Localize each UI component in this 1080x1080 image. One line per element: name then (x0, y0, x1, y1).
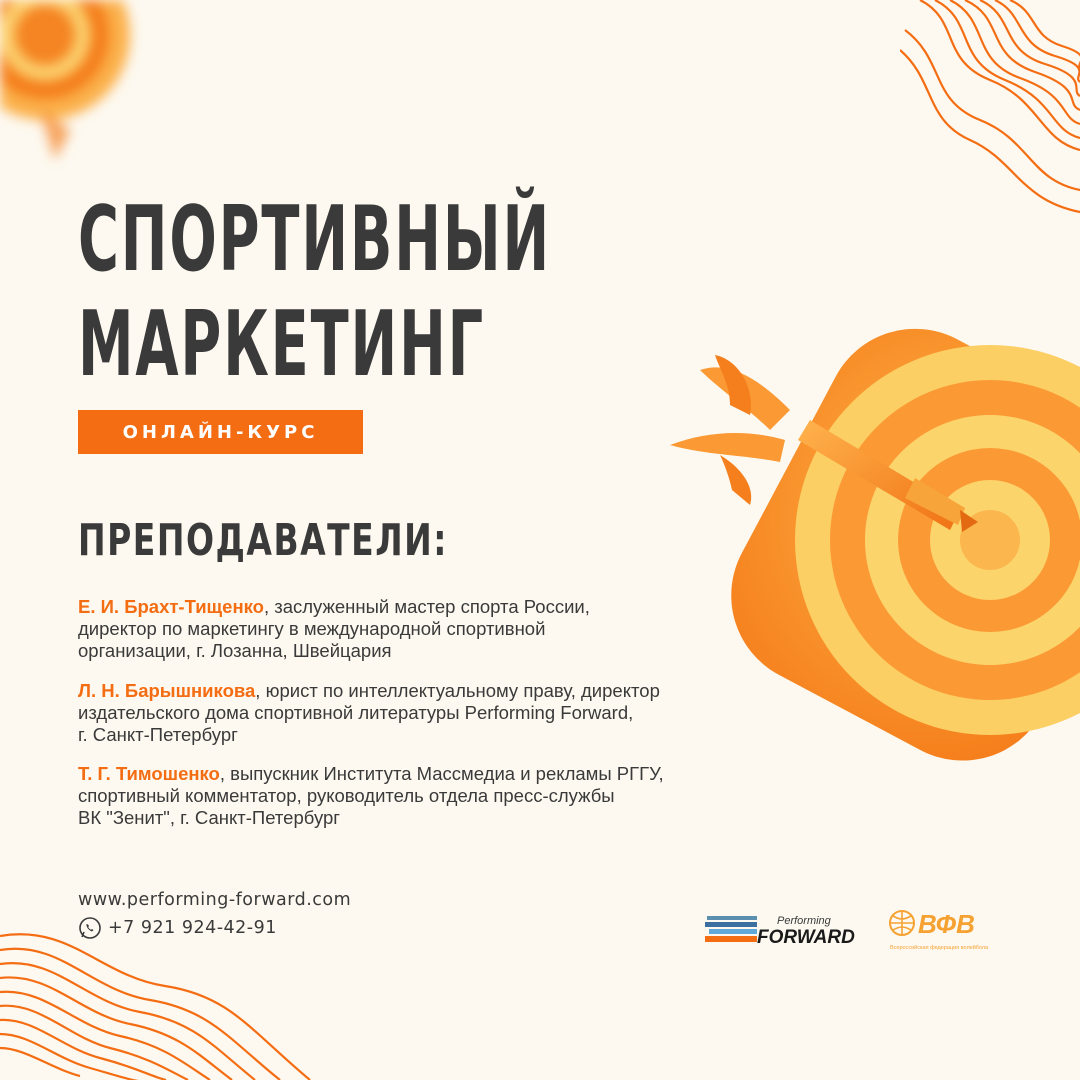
teacher-entry (78, 596, 758, 662)
website-link[interactable]: www.performing-forward.com (78, 890, 352, 910)
teacher-desc: спортивный комментатор, руководитель отдела пресс-службы (78, 785, 615, 806)
course-type-badge (78, 410, 363, 454)
phone-contact[interactable] (78, 916, 277, 940)
teacher-desc: издательского дома спортивной литературы Performing Forward, (78, 702, 634, 723)
teacher-desc: директор по маркетингу в международной спортивной (78, 618, 546, 639)
teacher-desc: ВК "Зенит", г. Санкт-Петербург (78, 807, 341, 828)
pf-logo-small-text: Performing (777, 915, 831, 927)
vfv-logo (888, 905, 1008, 953)
target-corner-decoration (0, 0, 180, 180)
teacher-desc: г. Санкт-Петербург (78, 724, 238, 745)
vfv-logo-big-text: ВФВ (918, 909, 975, 939)
title-line-2: МАРКЕТИНГ (78, 292, 486, 397)
teacher-name: Е. И. Брахт-Тищенко (78, 596, 264, 617)
teacher-desc: , юрист по интеллектуальному праву, директор (255, 680, 660, 701)
pf-logo-big-text: FORWARD (757, 927, 855, 946)
target-with-dart-illustration (660, 240, 1080, 840)
teacher-desc: организации, г. Лозанна, Швейцария (78, 640, 392, 661)
teacher-entry (78, 763, 758, 829)
teacher-desc: , заслуженный мастер спорта России, (263, 596, 590, 617)
teacher-desc: , выпускник Института Массмедиа и рекламы РГГУ, (219, 763, 664, 784)
vfv-logo-small-text: Всероссийская федерация волейбола (890, 945, 989, 951)
teacher-name: Л. Н. Барышникова (78, 680, 256, 701)
wave-lines-bottom-left (0, 930, 340, 1080)
phone-number: +7 921 924-42-91 (108, 918, 277, 938)
teachers-heading: ПРЕПОДАВАТЕЛИ: (78, 515, 448, 566)
performing-forward-logo (705, 910, 867, 946)
title-line-1: СПОРТИВНЫЙ (78, 187, 552, 292)
teacher-name: Т. Г. Тимошенко (78, 763, 220, 784)
course-type-label: ОНЛАЙН-КУРС (122, 421, 319, 443)
whatsapp-icon (78, 916, 102, 940)
wave-lines-top-right (900, 0, 1080, 230)
teacher-entry (78, 680, 758, 746)
